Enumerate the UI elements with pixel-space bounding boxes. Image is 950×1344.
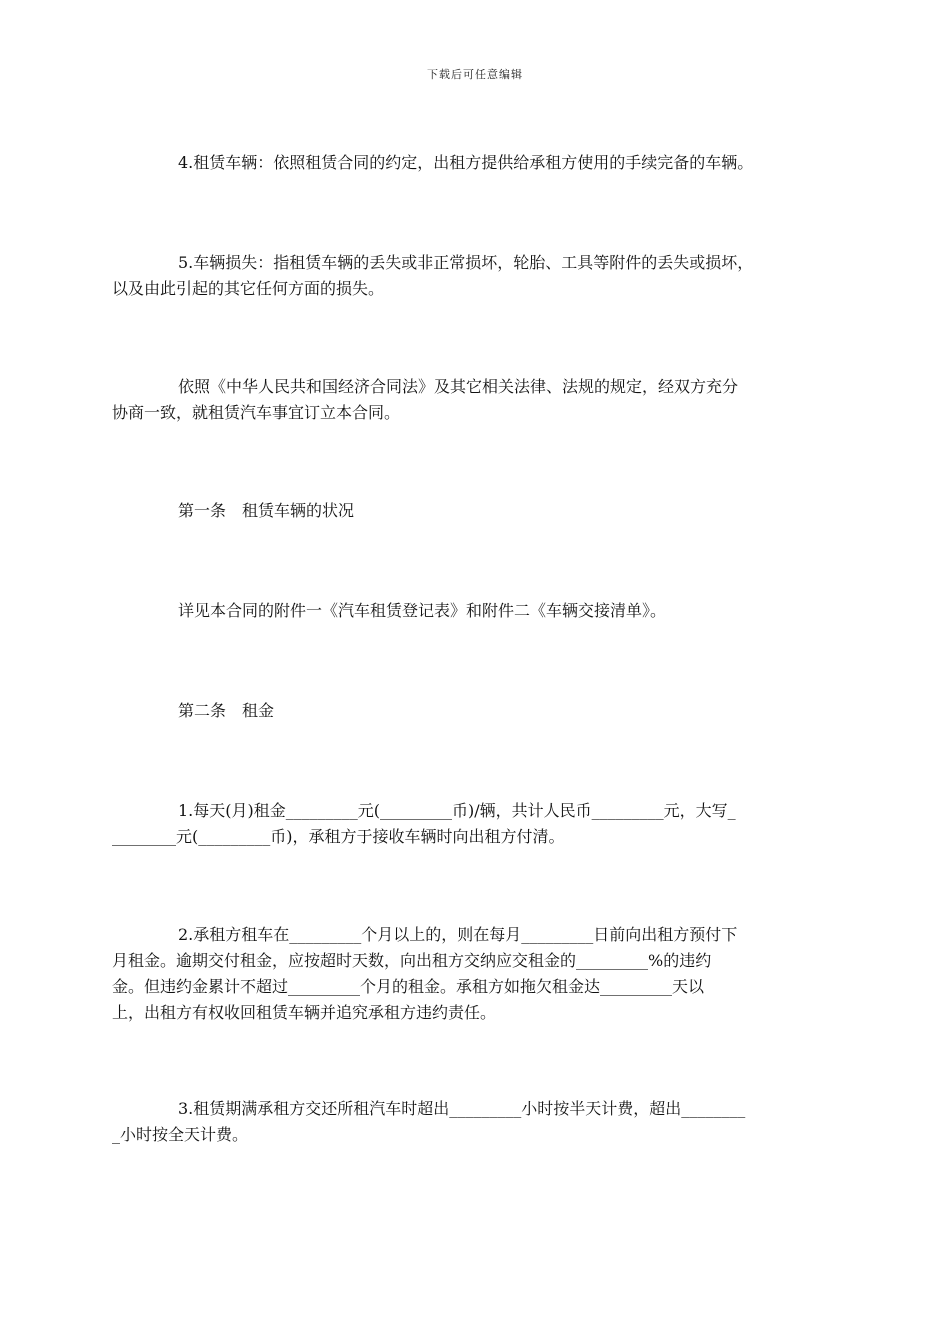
- text-line: ________元(_________币)，承租方于接收车辆时向出租方付清。: [112, 827, 565, 846]
- text-line: 详见本合同的附件一《汽车租赁登记表》和附件二《车辆交接清单》。: [178, 601, 667, 620]
- text-line: 以及由此引起的其它任何方面的损失。: [112, 279, 385, 298]
- paragraph-vehicle-loss: [112, 250, 805, 302]
- text-line: 3.租赁期满承租方交还所租汽车时超出_________小时按半天计费，超出________: [178, 1099, 746, 1118]
- article-two-heading: [145, 698, 805, 724]
- paragraph-legal-basis: [112, 374, 805, 426]
- text-line: 上，出租方有权收回租赁车辆并追究承租方违约责任。: [112, 1003, 497, 1022]
- text-line: 协商一致，就租赁汽车事宜订立本合同。: [112, 403, 401, 422]
- article-one-heading: [145, 498, 805, 524]
- text-line: 5.车辆损失：指租赁车辆的丢失或非正常损坏，轮胎、工具等附件的丢失或损坏，: [178, 253, 754, 272]
- text-line: 依照《中华人民共和国经济合同法》及其它相关法律、法规的规定，经双方充分: [178, 377, 739, 396]
- text-line: 月租金。逾期交付租金，应按超时天数，向出租方交纳应交租金的_________%的违约: [112, 951, 712, 970]
- text-line: 1.每天(月)租金_________元(_________币)/辆，共计人民币_________元，大写_: [178, 801, 736, 820]
- paragraph-rent-amount: [112, 798, 805, 850]
- paragraph-attachments: [145, 598, 805, 624]
- paragraph-rental-vehicle: [145, 150, 805, 176]
- text-line: 第一条 租赁车辆的状况: [178, 501, 355, 520]
- page-header: 下载后可任意编辑: [427, 68, 523, 81]
- paragraph-prepayment: [112, 922, 805, 1026]
- text-line: 第二条 租金: [178, 701, 275, 720]
- text-line: 2.承租方租车在_________个月以上的，则在每月_________日前向出租方预付下: [178, 925, 738, 944]
- paragraph-overtime-fee: [112, 1096, 805, 1148]
- text-line: 金。但违约金累计不超过_________个月的租金。承租方如拖欠租金达_________天以: [112, 977, 705, 996]
- text-line: _小时按全天计费。: [112, 1125, 249, 1144]
- text-line: 4.租赁车辆：依照租赁合同的约定，出租方提供给承租方使用的手续完备的车辆。: [178, 153, 754, 172]
